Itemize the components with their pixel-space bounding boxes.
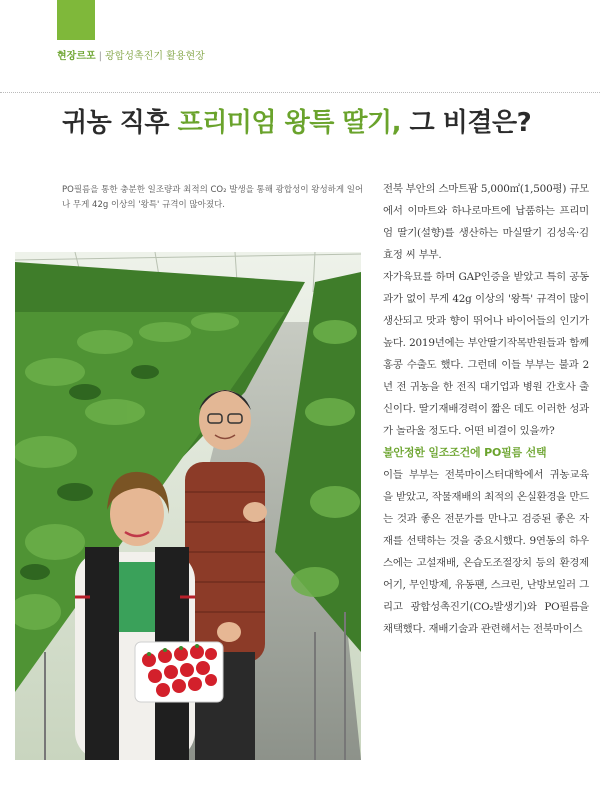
section-separator: | (98, 51, 103, 62)
section-sub-label: 광합성촉진기 활용현장 (105, 51, 205, 62)
section-label: 현장르포 (57, 51, 96, 62)
photo-caption: PO필름을 통한 충분한 일조량과 최적의 CO₂ 발생을 통해 광합성이 왕성하게 일어나 무게 42g 이상의 '왕특' 규격이 많아졌다. (62, 185, 364, 210)
article-paragraph-3: 이들 부부는 전북마이스터대학에서 귀농교육을 받았고, 작물재배의 최적의 온실환경을 만드는 것과 좋은 전문가를 만나고 검증된 좋은 자재를 선택하는 것을 중요시했다. 9연동의 하우스에는 고설재배, 온습도조절장치 등의 환경제어기, 무인방제, 유동팬, 스크린, 난방보일러 그리고 광합성촉진기(CO₂발생기)와 PO필름을 채택했다. 재배기술과 관련해서는 전북마이스 (383, 469, 589, 635)
section-color-block (57, 0, 95, 40)
strawberry-greenhouse-photo (15, 252, 361, 760)
title-part-1: 귀농 직후 (62, 108, 178, 138)
title-highlight: 프리미엄 왕특 딸기, (177, 108, 401, 138)
section-tag (57, 47, 205, 62)
article-paragraph-2: 자가육묘를 하며 GAP인증을 받았고 특히 공동과가 없이 무게 42g 이상의 '왕특' 규격이 많이 생산되고 맛과 향이 뛰어나 바이어들의 인기가 높다. 2019년에는 부안딸기작목반원들과 함께 홍콩 수출도 했다. 그런데 이들 부부는 불과 2년 전 귀농을 한 전직 대기업과 병원 간호사 출신이다. 딸기재배경력이 짧은 데도 이러한 성과가 놀라울 정도다. 어떤 비결이 있을까? (383, 271, 589, 437)
article-paragraph-1: 전북 부안의 스마트팜 5,000㎡(1,500평) 규모에서 이마트와 하나로마트에 납품하는 프리미엄 딸기(설향)를 생산하는 마실딸기 김성옥·김효정 씨 부부. (383, 183, 589, 261)
page-title (62, 102, 600, 139)
dotted-divider (0, 92, 600, 93)
title-part-3: 그 비결은? (401, 108, 532, 138)
article-body (383, 178, 589, 640)
article-subheading: 불안정한 일조조건에 PO필름 선택 (383, 446, 547, 459)
